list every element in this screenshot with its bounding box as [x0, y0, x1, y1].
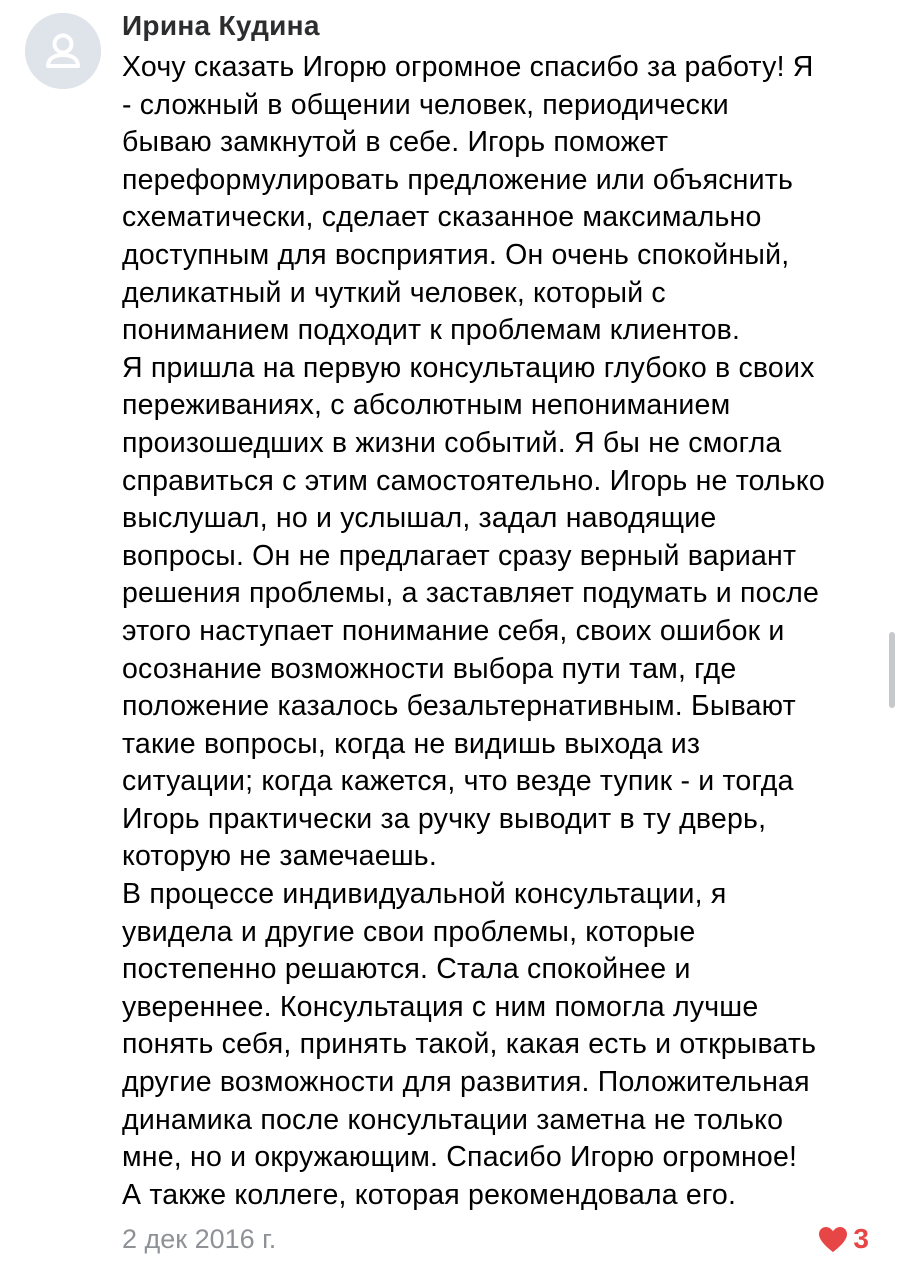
comment-line: этого наступает понимание себя, своих ошибок и — [122, 614, 785, 647]
scrollbar-thumb[interactable] — [889, 632, 895, 708]
comment-line: решения проблемы, а заставляет подумать и после — [122, 577, 820, 610]
comment-line: пониманием подходит к проблемам клиентов. — [122, 314, 741, 347]
comment-line: переживаниях, с абсолютным непониманием — [122, 389, 731, 422]
comment-line: такие вопросы, когда не видишь выхода из — [122, 727, 701, 760]
comment-text — [122, 49, 882, 1214]
comment-line: В процессе индивидуальной консультации, я — [122, 878, 727, 911]
comment-line: ситуации; когда кажется, что везде тупик - и тогда — [122, 765, 794, 798]
comment-line: деликатный и чуткий человек, который с — [122, 276, 666, 309]
comment-line: мне, но и окружающим. Спасибо Игорю огромное! — [122, 1141, 798, 1174]
comment-line: переформулировать предложение или объяснить — [122, 163, 794, 196]
like-button[interactable] — [817, 1221, 869, 1257]
comment-line: постепенно решаются. Стала спокойнее и — [122, 953, 691, 986]
like-count: 3 — [853, 1223, 869, 1254]
user-placeholder-icon — [25, 13, 101, 89]
comment-line: Игорь практически за ручку выводит в ту дверь, — [122, 802, 767, 835]
comment-line: произошедших в жизни событий. Я бы не смогла — [122, 426, 782, 459]
comment-line: которую не замечаешь. — [122, 840, 437, 873]
comment-line: доступным для восприятия. Он очень спокойный, — [122, 238, 790, 271]
comment-line: осознание возможности выбора пути там, где — [122, 652, 737, 685]
author-name[interactable]: Ирина Кудина — [122, 10, 320, 41]
comment-line: увидела и другие свои проблемы, которые — [122, 915, 696, 948]
comment-line: - сложный в общении человек, периодически — [122, 88, 729, 121]
comment-line: бываю замкнутой в себе. Игорь поможет — [122, 126, 669, 159]
comment-line: положение казалось безальтернативным. Бывают — [122, 690, 796, 723]
heart-icon — [817, 1225, 849, 1253]
comment-line: выслушал, но и услышал, задал наводящие — [122, 502, 717, 535]
comment-date[interactable]: 2 дек 2016 г. — [122, 1224, 277, 1254]
avatar[interactable] — [25, 13, 101, 89]
comment-line: справиться с этим самостоятельно. Игорь не только — [122, 464, 825, 497]
comment-line: Я пришла на первую консультацию глубоко в своих — [122, 351, 815, 384]
comment-line: увереннее. Консультация с ним помогла лучше — [122, 990, 759, 1023]
comment-line: вопросы. Он не предлагает сразу верный вариант — [122, 539, 797, 572]
comment-line: другие возможности для развития. Положительная — [122, 1066, 810, 1099]
comment-line: схематически, сделает сказанное максимально — [122, 201, 762, 234]
comment-line: понять себя, принять такой, какая есть и открывать — [122, 1028, 817, 1061]
comment-line: Хочу сказать Игорю огромное спасибо за работу! Я — [122, 51, 814, 83]
comment-line: динамика после консультации заметна не только — [122, 1103, 784, 1136]
comment-line: А также коллеге, которая рекомендовала его. — [122, 1178, 737, 1211]
